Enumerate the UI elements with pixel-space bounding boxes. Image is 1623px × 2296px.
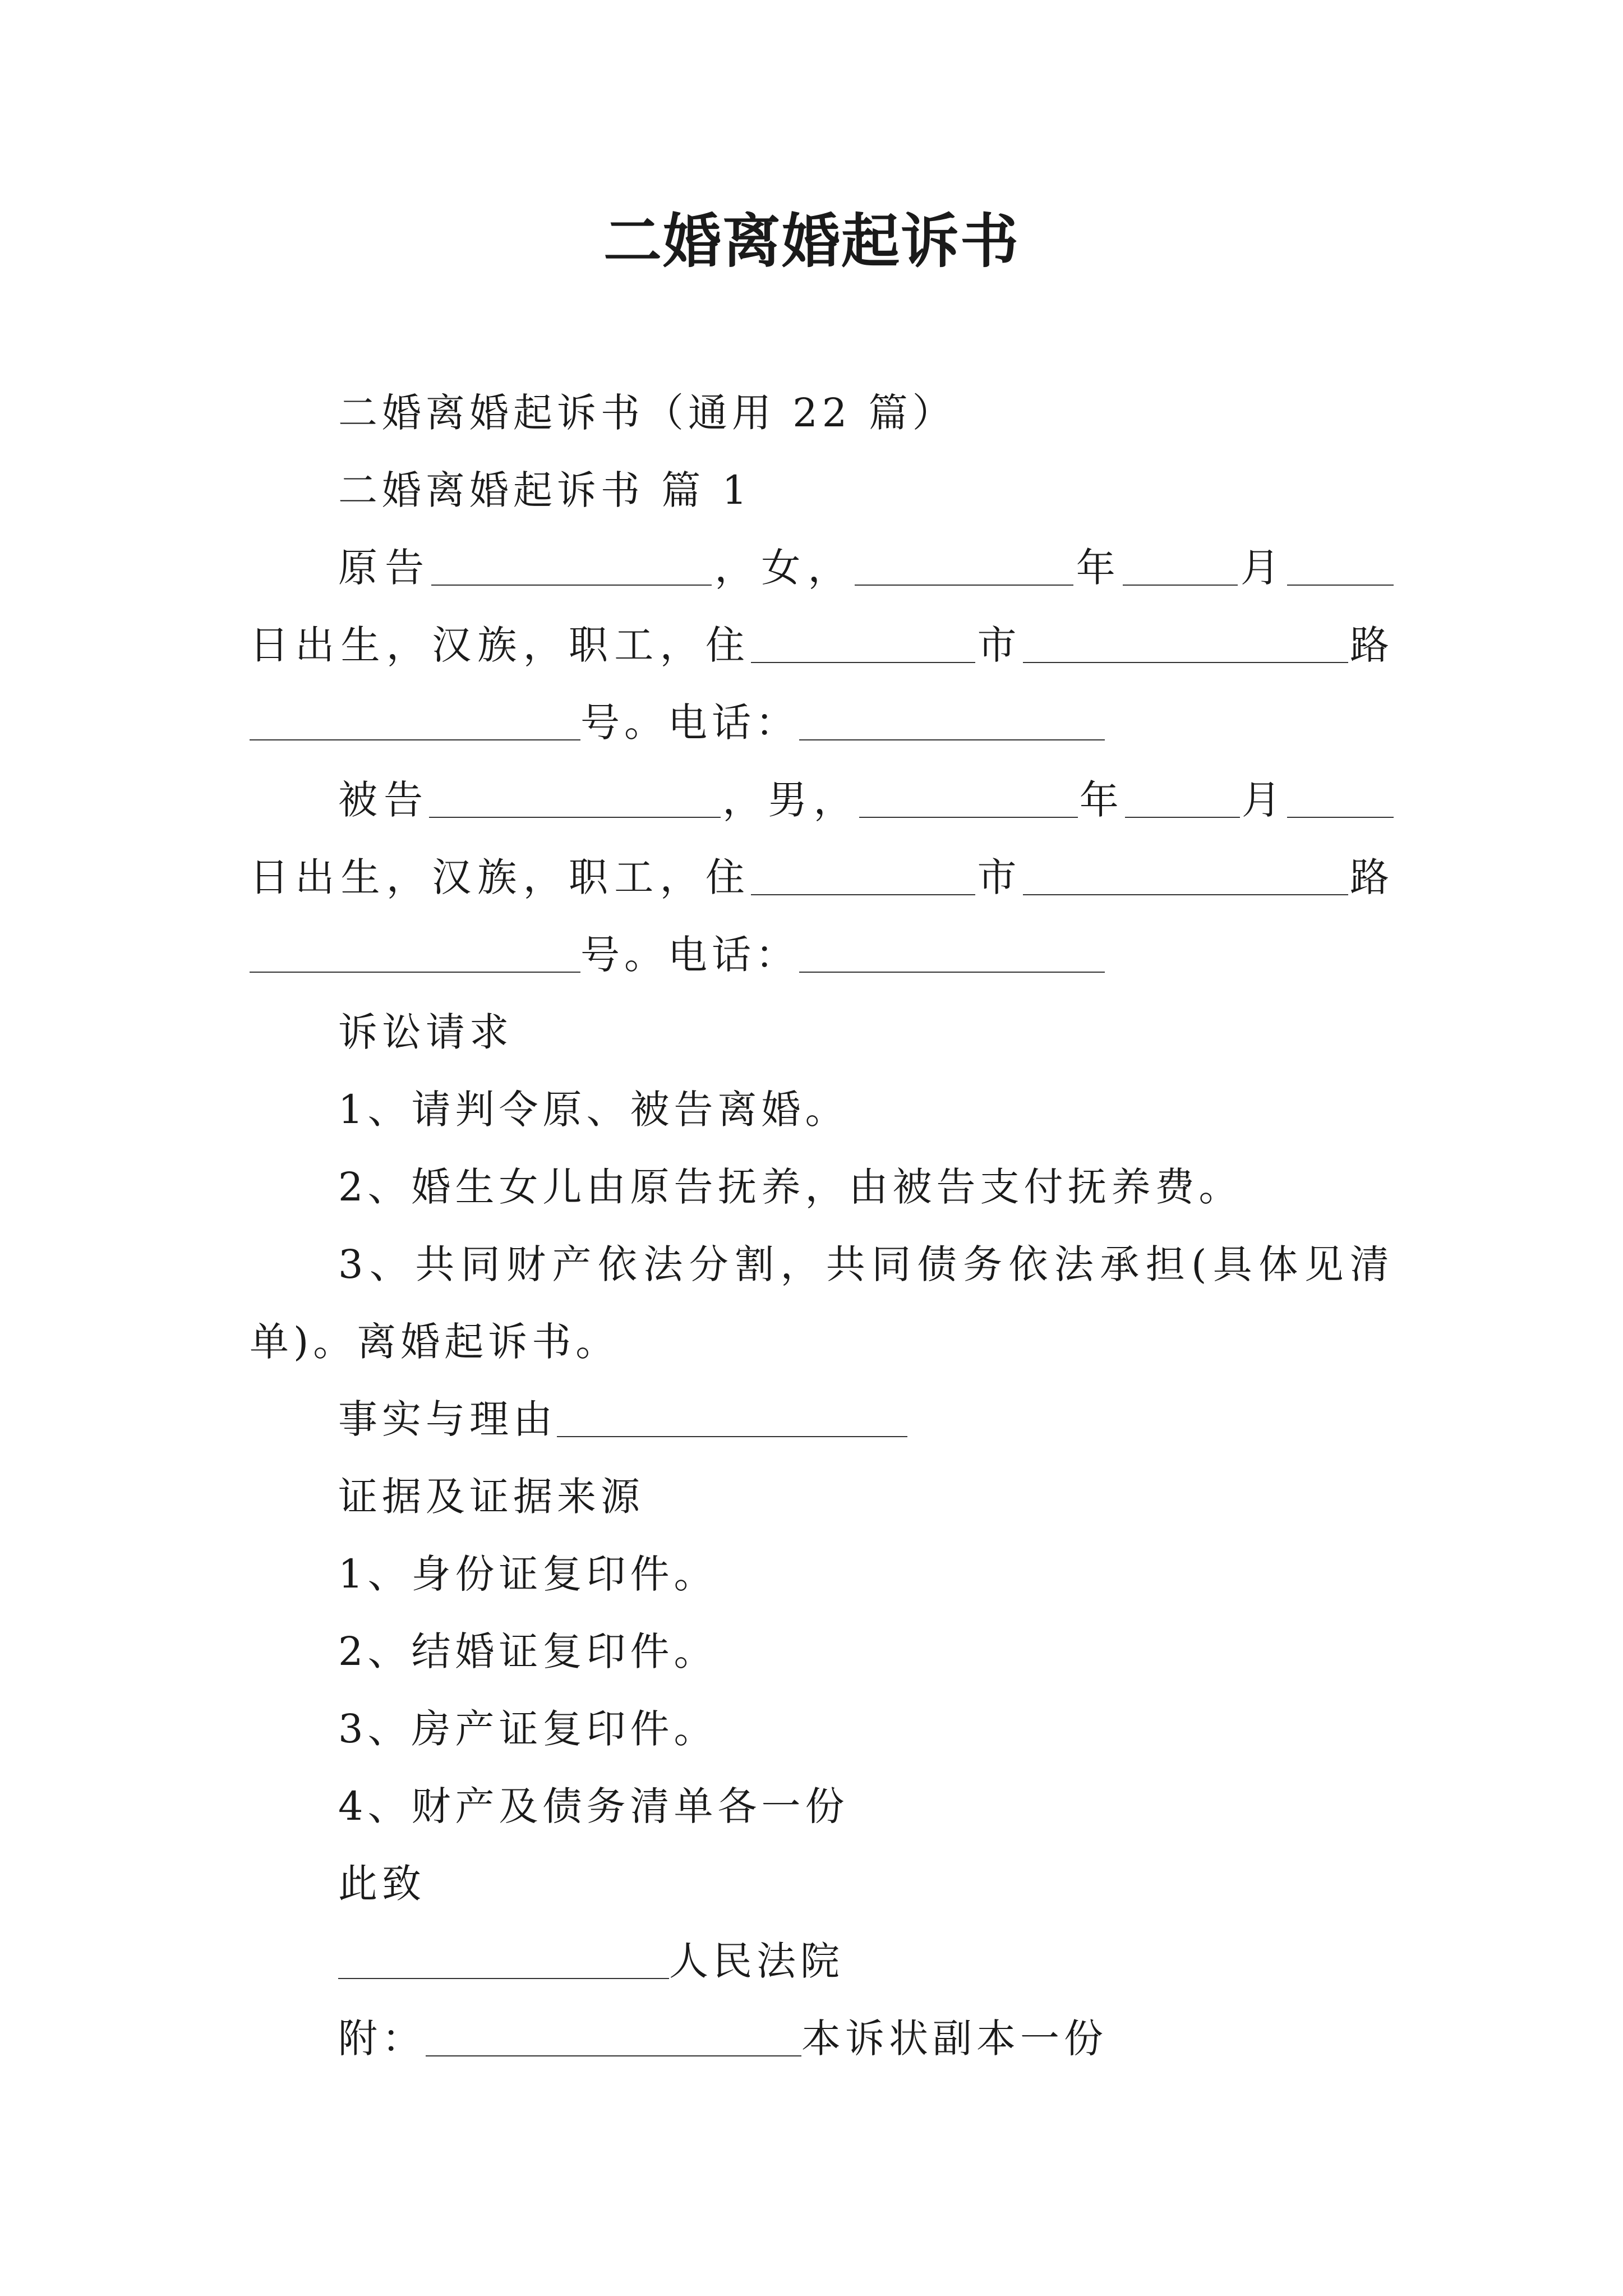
defendant-gender: ，男， bbox=[721, 777, 859, 823]
evidence-item: 3、房产证复印件。 bbox=[338, 1706, 718, 1752]
defendant-city-blank bbox=[751, 851, 975, 895]
claim-item: 1、请判令原、被告离婚。 bbox=[338, 1087, 849, 1133]
defendant-year-label: 年 bbox=[1077, 777, 1125, 823]
evidence-item: 2、结婚证复印件。 bbox=[338, 1628, 718, 1674]
closing-salutation: 此致 bbox=[338, 1861, 426, 1907]
defendant-year-blank bbox=[859, 774, 1078, 818]
plaintiff-month-blank bbox=[1123, 541, 1238, 586]
plaintiff-number-blank bbox=[250, 696, 580, 740]
plaintiff-gender: ，女， bbox=[712, 545, 855, 591]
facts-label: 事实与理由 bbox=[338, 1396, 557, 1442]
defendant-city-label: 市 bbox=[975, 854, 1023, 900]
defendant-line-3 bbox=[250, 916, 1394, 993]
plaintiff-year-blank bbox=[855, 541, 1073, 586]
defendant-month-blank bbox=[1125, 774, 1240, 818]
document-body bbox=[250, 374, 1394, 2077]
plaintiff-year-label: 年 bbox=[1073, 545, 1123, 591]
facts-blank bbox=[557, 1393, 907, 1437]
claim-item: 2、婚生女儿由原告抚养，由被告支付抚养费。 bbox=[338, 1164, 1243, 1210]
defendant-line-1 bbox=[250, 761, 1394, 839]
defendant-phone-blank bbox=[799, 928, 1105, 973]
claim-item-3-line-1: 3、共同财产依法分割，共同债务依法承担(具体见清 bbox=[338, 1241, 1394, 1287]
document-title: 二婚离婚起诉书 bbox=[603, 207, 1020, 275]
plaintiff-city-label: 市 bbox=[975, 622, 1023, 668]
subtitle: 二婚离婚起诉书（通用 22 篇） bbox=[338, 390, 956, 436]
defendant-month-label: 月 bbox=[1239, 777, 1288, 823]
claims-heading: 诉讼请求 bbox=[338, 1009, 513, 1055]
plaintiff-line-2 bbox=[250, 606, 1394, 684]
attachment-label: 附： bbox=[338, 2016, 426, 2062]
plaintiff-month-label: 月 bbox=[1237, 545, 1288, 591]
claim-item-3-line-2: 单)。离婚起诉书。 bbox=[250, 1319, 620, 1365]
court-label: 人民法院 bbox=[669, 1938, 844, 1984]
plaintiff-name-blank bbox=[431, 541, 712, 586]
plaintiff-label: 原告 bbox=[338, 545, 432, 591]
plaintiff-road-label: 路 bbox=[1348, 622, 1394, 668]
evidence-heading: 证据及证据来源 bbox=[338, 1474, 644, 1520]
court-name-blank bbox=[338, 1935, 669, 1979]
attachment-blank bbox=[426, 2012, 801, 2056]
plaintiff-day-blank bbox=[1287, 541, 1394, 586]
section-heading: 二婚离婚起诉书 篇 1 bbox=[338, 467, 752, 513]
defendant-line-2 bbox=[250, 839, 1394, 916]
defendant-number-blank bbox=[250, 928, 580, 973]
defendant-name-blank bbox=[429, 774, 721, 818]
plaintiff-road-blank bbox=[1023, 619, 1348, 663]
defendant-born-line: 日出生，汉族，职工，住 bbox=[250, 854, 751, 900]
plaintiff-city-blank bbox=[751, 619, 975, 663]
evidence-item: 1、身份证复印件。 bbox=[338, 1551, 718, 1597]
evidence-item: 4、财产及债务清单各一份 bbox=[338, 1783, 849, 1829]
defendant-number-phone: 号。电话： bbox=[580, 932, 799, 978]
facts-line bbox=[250, 1381, 1394, 1458]
attachment-line bbox=[250, 2000, 1394, 2077]
defendant-road-blank bbox=[1023, 851, 1348, 895]
court-line bbox=[250, 1922, 1394, 2000]
plaintiff-number-phone: 号。电话： bbox=[580, 700, 799, 746]
defendant-road-label: 路 bbox=[1348, 854, 1394, 900]
plaintiff-line-1 bbox=[250, 529, 1394, 606]
attachment-text: 本诉状副本一份 bbox=[801, 2016, 1108, 2062]
defendant-label: 被告 bbox=[338, 777, 430, 823]
plaintiff-line-3 bbox=[250, 684, 1394, 761]
plaintiff-born-line: 日出生，汉族，职工，住 bbox=[250, 622, 751, 668]
plaintiff-phone-blank bbox=[799, 696, 1105, 740]
defendant-day-blank bbox=[1287, 774, 1394, 818]
